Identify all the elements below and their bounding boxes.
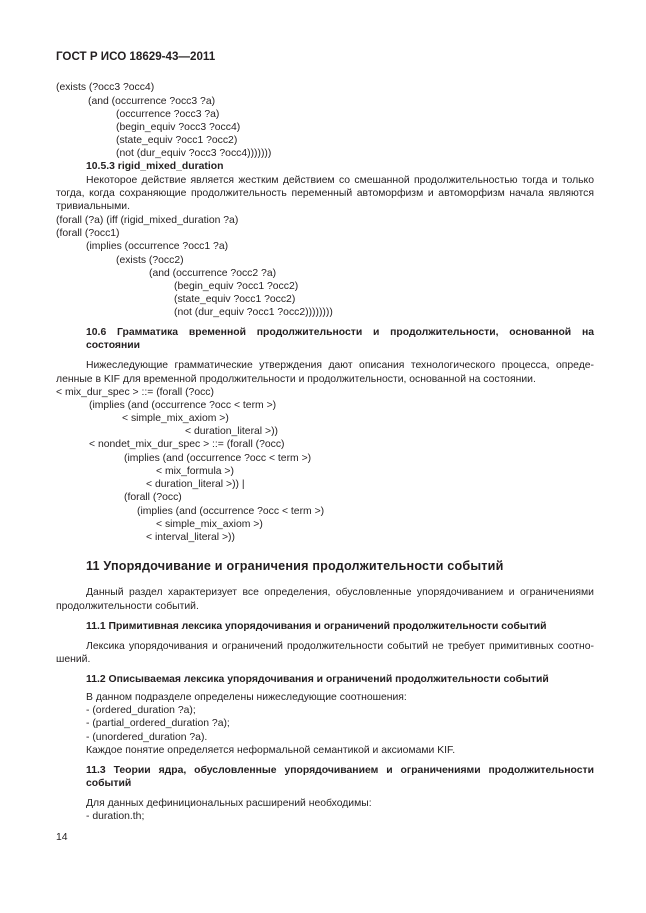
code-line: (and (occurrence ?occ2 ?a) xyxy=(149,268,277,279)
standard-header: ГОСТ Р ИСО 18629-43—2011 xyxy=(56,50,216,63)
code-line: < interval_literal >)) xyxy=(146,532,235,543)
code-line: (implies (and (occurrence ?occ < term >) xyxy=(137,506,325,517)
code-line: (forall (?occ1) xyxy=(56,228,120,239)
list-item: - (unordered_duration ?a). xyxy=(86,732,208,743)
paragraph-line: Нижеследующие грамматические утверждения дают описания технологического процесса, опреде- xyxy=(86,360,594,371)
page-number: 14 xyxy=(56,832,68,843)
code-line: (state_equiv ?occ1 ?occ2) xyxy=(116,135,238,146)
code-line: (implies (occurrence ?occ1 ?a) xyxy=(86,241,229,252)
code-line: (forall (?a) (iff (rigid_mixed_duration ?a) xyxy=(56,215,239,226)
section-heading-11-3: 11.3 Теории ядра, обусловленные упорядочиванием и ограничениями продолжительности xyxy=(86,765,594,776)
paragraph-line: В данном подразделе определены нижеследующие соотношения: xyxy=(86,692,407,703)
paragraph-line: шений. xyxy=(56,654,91,665)
code-line: < simple_mix_axiom >) xyxy=(122,413,229,424)
paragraph-line: Лексика упорядочивания и ограничений продолжительности событий не требует примитивных соотно- xyxy=(86,641,594,652)
code-line: (exists (?occ2) xyxy=(116,255,184,266)
list-item: - duration.th; xyxy=(86,811,145,822)
code-line: < simple_mix_axiom >) xyxy=(156,519,263,530)
code-line: < mix_formula >) xyxy=(156,466,234,477)
code-line: (not (dur_equiv ?occ1 ?occ2)))))))) xyxy=(174,307,333,318)
code-line: (and (occurrence ?occ3 ?a) xyxy=(88,96,216,107)
paragraph-line: ленные в KIF для временной продолжительности и продолжительности, основанной на состоянии. xyxy=(56,374,536,385)
code-line: < duration_literal >)) xyxy=(185,426,278,437)
paragraph-line: Каждое понятие определяется неформальной семантикой и аксиомами KIF. xyxy=(86,745,456,756)
list-item: - (ordered_duration ?a); xyxy=(86,705,196,716)
paragraph-line: Для данных дефинициональных расширений необходимы: xyxy=(86,798,372,809)
paragraph-line: тривиальными. xyxy=(56,201,130,212)
paragraph-line: тогда, когда сохраняющие продолжительность переменный автоморфизм и автоморфизм начала являются xyxy=(56,188,594,199)
paragraph-line: продолжительности событий. xyxy=(56,601,199,612)
code-line: < mix_dur_spec > ::= (forall (?occ) xyxy=(56,387,214,398)
list-item: - (partial_ordered_duration ?a); xyxy=(86,718,230,729)
code-line: (implies (and (occurrence ?occ < term >) xyxy=(89,400,277,411)
code-line: (not (dur_equiv ?occ3 ?occ4))))))) xyxy=(116,148,272,159)
code-line: < duration_literal >)) | xyxy=(146,479,245,490)
code-line: < nondet_mix_dur_spec > ::= (forall (?occ) xyxy=(89,439,285,450)
section-heading-10-5-3: 10.5.3 rigid_mixed_duration xyxy=(86,161,224,172)
code-line: (begin_equiv ?occ1 ?occ2) xyxy=(174,281,299,292)
code-line: (forall (?occ) xyxy=(124,492,182,503)
paragraph-line: Некоторое действие является жестким действием со смешанной продолжительностью тогда и только xyxy=(86,175,594,186)
code-line: (begin_equiv ?occ3 ?occ4) xyxy=(116,122,241,133)
section-heading-11: 11 Упорядочивание и ограничения продолжительности событий xyxy=(86,559,504,573)
paragraph-line: Данный раздел характеризует все определения, обусловленные упорядочиванием и ограничениями xyxy=(86,587,594,598)
section-heading-11-3-cont: событий xyxy=(86,778,132,789)
code-line: (state_equiv ?occ1 ?occ2) xyxy=(174,294,296,305)
code-line: (implies (and (occurrence ?occ < term >) xyxy=(124,453,312,464)
code-line: (exists (?occ3 ?occ4) xyxy=(56,82,155,93)
section-heading-11-2: 11.2 Описываемая лексика упорядочивания и ограничений продолжительности событий xyxy=(86,674,549,685)
section-heading-10-6: 10.6 Грамматика временной продолжительности и продолжительности, основанной на xyxy=(86,327,594,338)
section-heading-10-6-cont: состоянии xyxy=(86,340,141,351)
section-heading-11-1: 11.1 Примитивная лексика упорядочивания и ограничений продолжительности событий xyxy=(86,621,547,632)
code-line: (occurrence ?occ3 ?a) xyxy=(116,109,220,120)
